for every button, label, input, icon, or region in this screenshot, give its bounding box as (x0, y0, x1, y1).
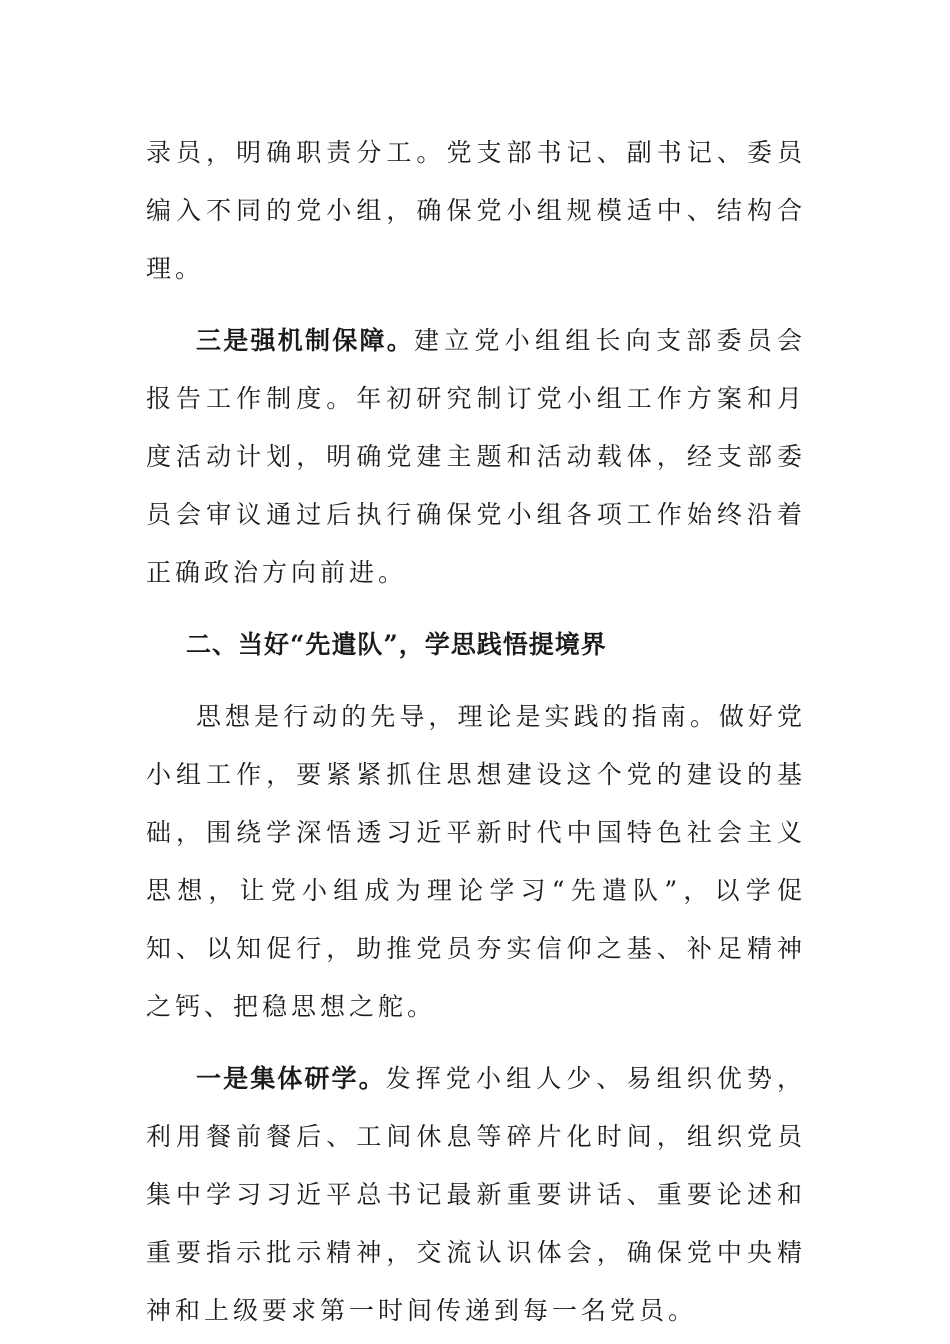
paragraph-mechanism (146, 312, 806, 602)
paragraph-collective-study (146, 1050, 806, 1340)
paragraph-text: 发挥党小组人少、易组织优势，利用餐前餐后、工间休息等碎片化时间，组织党员集中学习习近平总书记最新重要讲话、重要论述和重要指示批示精神，交流认识体会，确保党中央精神和上级要求第一时间传递到每一名党员。 (146, 1064, 806, 1325)
paragraph-text: 建立党小组组长向支部委员会报告工作制度。年初研究制订党小组工作方案和月度活动计划，明确党建主题和活动载体，经支部委员会审议通过后执行确保党小组各项工作始终沿着正确政治方向前进。 (146, 326, 806, 587)
document-body (146, 124, 806, 1340)
paragraph-thought (146, 688, 806, 1036)
paragraph-lead: 三是强机制保障。 (196, 326, 414, 355)
paragraph-lead: 一是集体研学。 (196, 1064, 386, 1093)
paragraph-gap (146, 1036, 806, 1050)
paragraph-gap (146, 298, 806, 312)
section-heading: 二、当好“先遣队”，学思践悟提境界 (186, 630, 607, 659)
paragraph-continuation (146, 124, 806, 298)
paragraph-gap (146, 674, 806, 688)
paragraph-text: 思想是行动的先导，理论是实践的指南。做好党小组工作，要紧紧抓住思想建设这个党的建设的基础，围绕学深悟透习近平新时代中国特色社会主义思想，让党小组成为理论学习“先遣队”，以学促知、以知促行，助推党员夯实信仰之基、补足精神之钙、把稳思想之舵。 (146, 702, 806, 1021)
paragraph-text: 录员，明确职责分工。党支部书记、副书记、委员编入不同的党小组，确保党小组规模适中、结构合理。 (146, 138, 806, 283)
paragraph-gap (146, 602, 806, 616)
